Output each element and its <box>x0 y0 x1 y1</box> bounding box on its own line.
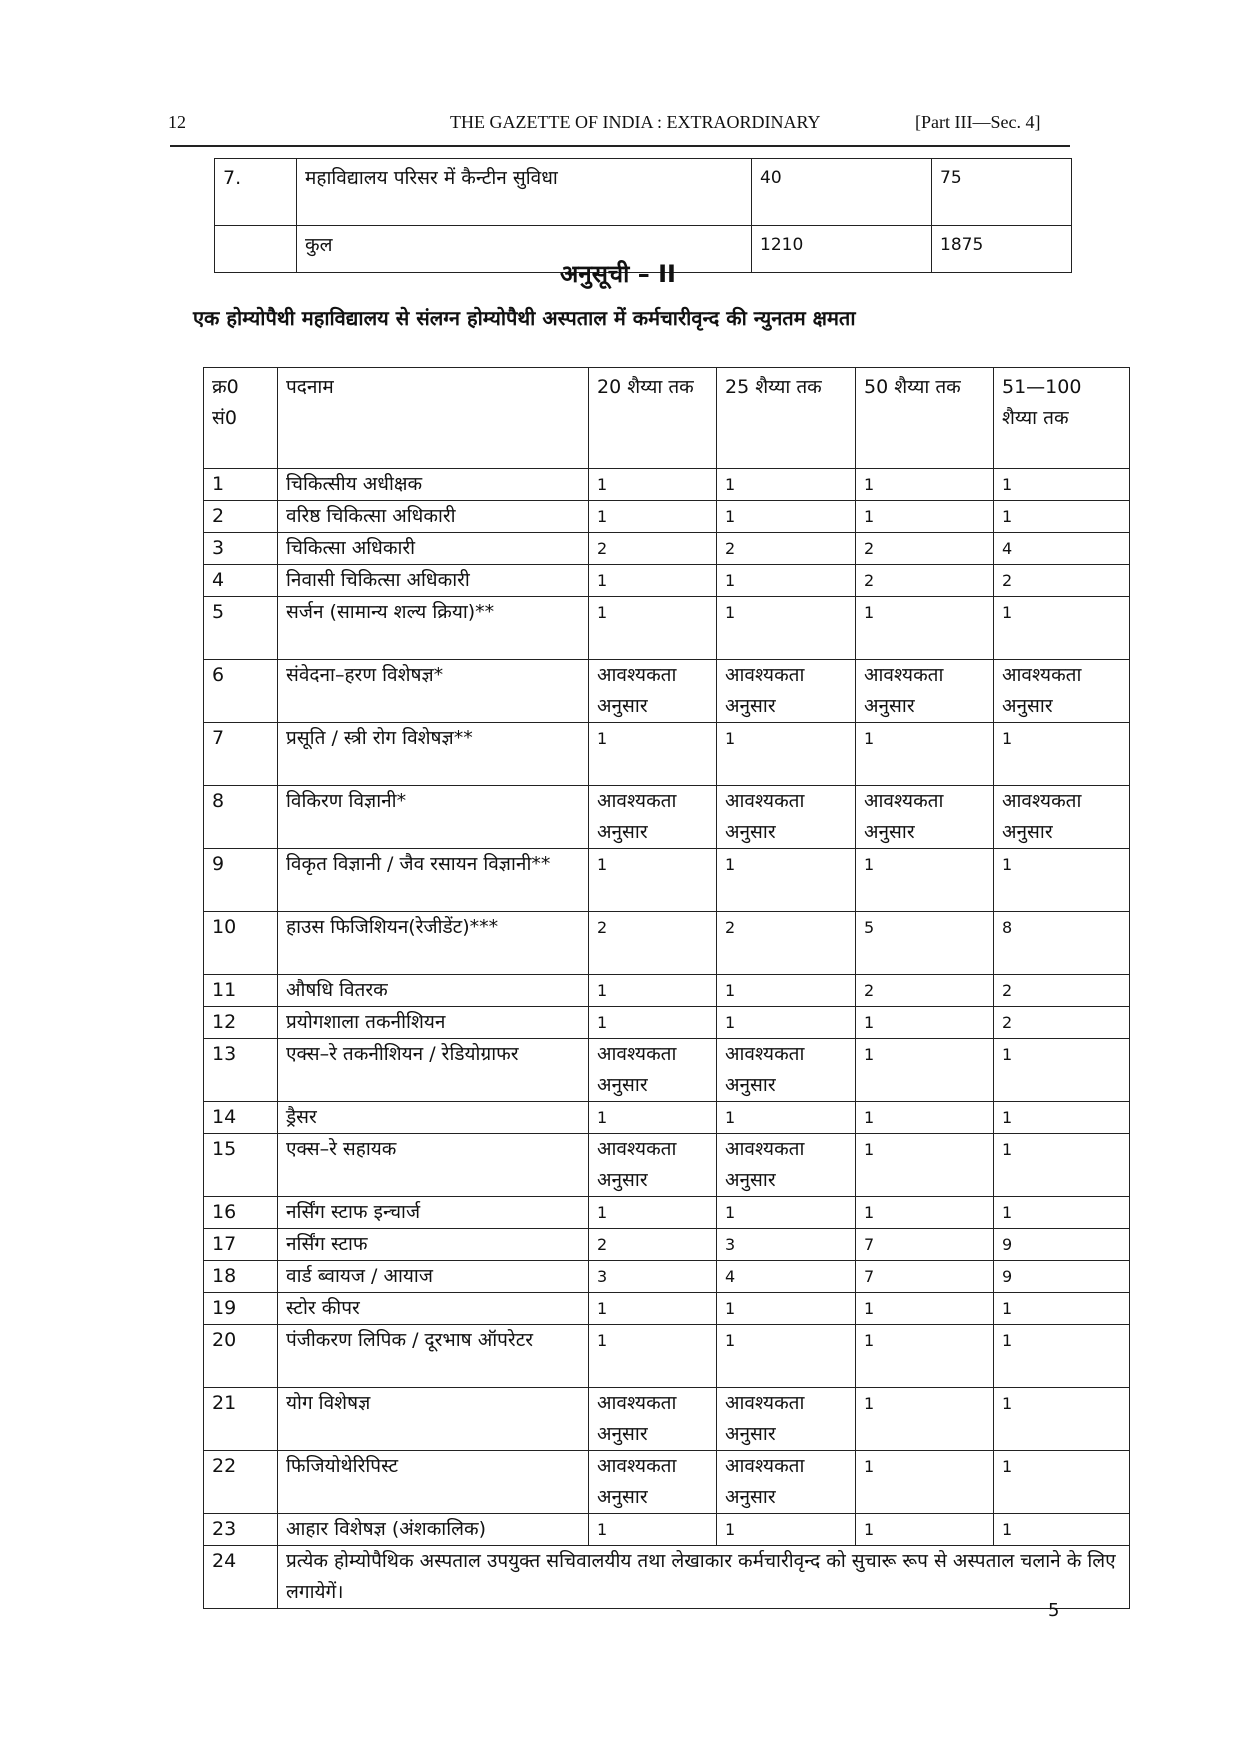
count-cell: 1 <box>994 1293 1130 1325</box>
count-cell: 1 <box>589 849 717 912</box>
count-cell: 1 <box>589 1325 717 1388</box>
count-cell: 1 <box>994 849 1130 912</box>
count-cell: 1 <box>717 723 856 786</box>
count-cell: 7 <box>856 1229 994 1261</box>
count-cell: आवश्यकता अनुसार <box>717 786 856 849</box>
count-cell: 2 <box>856 975 994 1007</box>
page-mark: 5 <box>1048 1600 1060 1621</box>
designation-cell: निवासी चिकित्सा अधिकारी <box>278 565 589 597</box>
count-cell: 1 <box>994 597 1130 660</box>
designation-cell: चिकित्सा अधिकारी <box>278 533 589 565</box>
table-row <box>204 1134 1130 1197</box>
schedule-title: अनुसूची – II <box>560 260 676 288</box>
count-cell: आवश्यकता अनुसार <box>589 1134 717 1197</box>
total-label: कुल <box>297 226 752 273</box>
count-cell: आवश्यकता अनुसार <box>717 1134 856 1197</box>
count-cell: 2 <box>994 975 1130 1007</box>
count-cell: 5 <box>856 912 994 975</box>
total-value: 1875 <box>932 226 1072 273</box>
count-cell: 1 <box>856 1197 994 1229</box>
count-cell: 1 <box>589 501 717 533</box>
table-row <box>204 1514 1130 1546</box>
count-cell: 1 <box>856 1293 994 1325</box>
count-cell: 1 <box>856 501 994 533</box>
table-row <box>204 597 1130 660</box>
continued-table <box>214 158 1072 273</box>
count-cell: 1 <box>994 469 1130 501</box>
count-cell: 1 <box>994 1039 1130 1102</box>
count-cell: 8 <box>994 912 1130 975</box>
table-row <box>204 1546 1130 1609</box>
sr-cell: 7. <box>215 159 297 226</box>
count-cell: 1 <box>589 1197 717 1229</box>
sr-cell: 10 <box>204 912 278 975</box>
sr-cell: 20 <box>204 1325 278 1388</box>
table-header-row <box>204 368 1130 469</box>
count-cell: 1 <box>994 1451 1130 1514</box>
designation-cell: फिजियोथेरिपिस्ट <box>278 1451 589 1514</box>
count-cell: 2 <box>994 565 1130 597</box>
value-cell: 40 <box>752 159 932 226</box>
count-cell: 1 <box>717 469 856 501</box>
table-row <box>204 723 1130 786</box>
count-cell: आवश्यकता अनुसार <box>589 786 717 849</box>
count-cell: 1 <box>856 597 994 660</box>
table-row <box>204 1388 1130 1451</box>
designation-cell: विकिरण विज्ञानी* <box>278 786 589 849</box>
table-row <box>204 660 1130 723</box>
sr-cell: 23 <box>204 1514 278 1546</box>
count-cell: 1 <box>717 1007 856 1039</box>
schedule-subtitle: एक होम्योपैथी महाविद्यालय से संलग्न होम्योपैथी अस्पताल में कर्मचारीवृन्द की न्युनतम क्षमता <box>193 306 856 330</box>
designation-cell: आहार विशेषज्ञ (अंशकालिक) <box>278 1514 589 1546</box>
count-cell: आवश्यकता अनुसार <box>856 660 994 723</box>
table-row <box>204 786 1130 849</box>
count-cell: 2 <box>717 533 856 565</box>
table-row <box>204 1039 1130 1102</box>
count-cell: 1 <box>717 1325 856 1388</box>
header-cell: 25 शैय्या तक <box>717 368 856 469</box>
table-row <box>204 565 1130 597</box>
table-row <box>204 1197 1130 1229</box>
count-cell: आवश्यकता अनुसार <box>717 660 856 723</box>
header-rule <box>170 145 1070 147</box>
count-cell: आवश्यकता अनुसार <box>717 1451 856 1514</box>
designation-cell: वरिष्ठ चिकित्सा अधिकारी <box>278 501 589 533</box>
table-row <box>204 1325 1130 1388</box>
header-cell: पदनाम <box>278 368 589 469</box>
sr-cell: 11 <box>204 975 278 1007</box>
sr-cell: 24 <box>204 1546 278 1609</box>
designation-cell: एक्स–रे सहायक <box>278 1134 589 1197</box>
count-cell: आवश्यकता अनुसार <box>589 1039 717 1102</box>
value-cell: 75 <box>932 159 1072 226</box>
count-cell: 1 <box>856 723 994 786</box>
count-cell: 1 <box>856 1102 994 1134</box>
table-row <box>204 1261 1130 1293</box>
count-cell: 1 <box>589 565 717 597</box>
sr-cell: 6 <box>204 660 278 723</box>
count-cell: 2 <box>994 1007 1130 1039</box>
table-row <box>204 1102 1130 1134</box>
table-row <box>204 469 1130 501</box>
count-cell: 9 <box>994 1261 1130 1293</box>
designation-cell: नर्सिंग स्टाफ <box>278 1229 589 1261</box>
designation-cell: पंजीकरण लिपिक / दूरभाष ऑपरेटर <box>278 1325 589 1388</box>
count-cell: 1 <box>856 1325 994 1388</box>
sr-cell: 15 <box>204 1134 278 1197</box>
sr-cell: 16 <box>204 1197 278 1229</box>
gazette-title: THE GAZETTE OF INDIA : EXTRAORDINARY <box>450 112 821 132</box>
sr-cell: 3 <box>204 533 278 565</box>
designation-cell: विकृत विज्ञानी / जैव रसायन विज्ञानी** <box>278 849 589 912</box>
header-cell: 20 शैय्या तक <box>589 368 717 469</box>
sr-cell: 21 <box>204 1388 278 1451</box>
count-cell: 1 <box>994 723 1130 786</box>
sr-cell: 2 <box>204 501 278 533</box>
table-row <box>204 1293 1130 1325</box>
sr-cell: 19 <box>204 1293 278 1325</box>
sr-cell: 9 <box>204 849 278 912</box>
count-cell: 1 <box>717 1102 856 1134</box>
sr-cell: 5 <box>204 597 278 660</box>
table-row <box>215 159 1072 226</box>
table-row <box>204 975 1130 1007</box>
table-row <box>204 849 1130 912</box>
count-cell: 9 <box>994 1229 1130 1261</box>
count-cell: 1 <box>717 501 856 533</box>
sr-cell: 17 <box>204 1229 278 1261</box>
header-cell: क्र0 सं0 <box>204 368 278 469</box>
sr-cell: 7 <box>204 723 278 786</box>
count-cell: 1 <box>589 975 717 1007</box>
count-cell: 2 <box>856 565 994 597</box>
count-cell: आवश्यकता अनुसार <box>589 1451 717 1514</box>
sr-cell: 12 <box>204 1007 278 1039</box>
count-cell: 1 <box>856 1007 994 1039</box>
count-cell: 1 <box>589 1514 717 1546</box>
section-label: [Part III—Sec. 4] <box>915 112 1041 132</box>
sr-cell: 4 <box>204 565 278 597</box>
table-row <box>204 501 1130 533</box>
designation-cell: योग विशेषज्ञ <box>278 1388 589 1451</box>
designation-cell: चिकित्सीय अधीक्षक <box>278 469 589 501</box>
count-cell: 1 <box>717 1197 856 1229</box>
count-cell: आवश्यकता अनुसार <box>717 1039 856 1102</box>
count-cell: आवश्यकता अनुसार <box>717 1388 856 1451</box>
count-cell: 1 <box>856 1451 994 1514</box>
total-value: 1210 <box>752 226 932 273</box>
sr-cell: 14 <box>204 1102 278 1134</box>
count-cell: 1 <box>856 1039 994 1102</box>
count-cell: 7 <box>856 1261 994 1293</box>
count-cell: 1 <box>856 1388 994 1451</box>
header-cell: 50 शैय्या तक <box>856 368 994 469</box>
sr-cell: 13 <box>204 1039 278 1102</box>
designation-cell: प्रयोगशाला तकनीशियन <box>278 1007 589 1039</box>
staff-table <box>203 367 1130 1609</box>
count-cell: 3 <box>589 1261 717 1293</box>
page-number: 12 <box>168 112 186 132</box>
designation-cell: स्टोर कीपर <box>278 1293 589 1325</box>
designation-cell: हाउस फिजिशियन(रेजीडेंट)*** <box>278 912 589 975</box>
note-cell: प्रत्येक होम्योपैथिक अस्पताल उपयुक्त सचिवालयीय तथा लेखाकार कर्मचारीवृन्द को सुचारू रूप से अस्पताल चलाने के लिए लगायेगें। <box>278 1546 1130 1609</box>
count-cell: 2 <box>589 1229 717 1261</box>
count-cell: 4 <box>717 1261 856 1293</box>
count-cell: 1 <box>589 597 717 660</box>
count-cell: आवश्यकता अनुसार <box>589 660 717 723</box>
count-cell: 1 <box>589 1102 717 1134</box>
count-cell: 1 <box>589 1007 717 1039</box>
table-row <box>204 1007 1130 1039</box>
count-cell: आवश्यकता अनुसार <box>856 786 994 849</box>
count-cell: 2 <box>589 533 717 565</box>
designation-cell: सर्जन (सामान्य शल्य क्रिया)** <box>278 597 589 660</box>
designation-cell: प्रसूति / स्त्री रोग विशेषज्ञ** <box>278 723 589 786</box>
count-cell: 1 <box>994 1134 1130 1197</box>
count-cell: 1 <box>717 849 856 912</box>
count-cell: 1 <box>589 1293 717 1325</box>
count-cell: आवश्यकता अनुसार <box>994 786 1130 849</box>
count-cell: 1 <box>856 849 994 912</box>
table-row <box>204 1229 1130 1261</box>
count-cell: 1 <box>994 1514 1130 1546</box>
designation-cell: नर्सिंग स्टाफ इन्चार्ज <box>278 1197 589 1229</box>
sr-cell: 1 <box>204 469 278 501</box>
count-cell: 1 <box>589 469 717 501</box>
table-row <box>204 533 1130 565</box>
designation-cell: औषधि वितरक <box>278 975 589 1007</box>
count-cell: 4 <box>994 533 1130 565</box>
count-cell: 2 <box>589 912 717 975</box>
count-cell: 1 <box>994 1197 1130 1229</box>
count-cell: 1 <box>994 1102 1130 1134</box>
count-cell: आवश्यकता अनुसार <box>994 660 1130 723</box>
designation-cell: एक्स–रे तकनीशियन / रेडियोग्राफर <box>278 1039 589 1102</box>
designation-cell: वार्ड ब्वायज / आयाज <box>278 1261 589 1293</box>
table-row <box>204 912 1130 975</box>
count-cell: 1 <box>717 597 856 660</box>
count-cell: 1 <box>856 1134 994 1197</box>
count-cell: 2 <box>856 533 994 565</box>
count-cell: 1 <box>994 1325 1130 1388</box>
sr-cell: 22 <box>204 1451 278 1514</box>
designation-cell: संवेदना–हरण विशेषज्ञ* <box>278 660 589 723</box>
count-cell: 1 <box>856 469 994 501</box>
count-cell: 1 <box>717 1514 856 1546</box>
count-cell: आवश्यकता अनुसार <box>589 1388 717 1451</box>
designation-cell: ड्रैसर <box>278 1102 589 1134</box>
count-cell: 1 <box>717 1293 856 1325</box>
count-cell: 2 <box>717 912 856 975</box>
count-cell: 1 <box>717 975 856 1007</box>
item-cell: महाविद्यालय परिसर में कैन्टीन सुविधा <box>297 159 752 226</box>
count-cell: 3 <box>717 1229 856 1261</box>
count-cell: 1 <box>994 1388 1130 1451</box>
count-cell: 1 <box>589 723 717 786</box>
sr-cell: 8 <box>204 786 278 849</box>
table-row <box>204 1451 1130 1514</box>
header-cell: 51—100 शैय्या तक <box>994 368 1130 469</box>
count-cell: 1 <box>856 1514 994 1546</box>
count-cell: 1 <box>717 565 856 597</box>
sr-cell: 18 <box>204 1261 278 1293</box>
count-cell: 1 <box>994 501 1130 533</box>
